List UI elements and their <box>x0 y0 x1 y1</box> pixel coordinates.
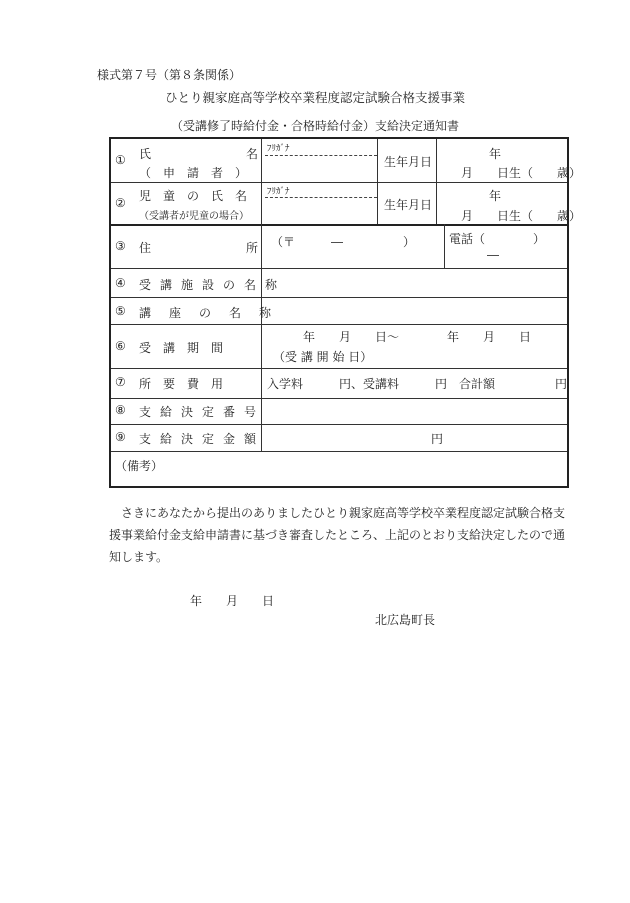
row6-start-date-note: （受 講 開 始 日） <box>273 350 373 364</box>
row9-label-decision-amount: 支給決定金額 <box>139 432 266 446</box>
row2-label-note: （受講者が児童の場合） <box>139 211 249 222</box>
row1-label-name-a: 氏 <box>139 147 152 161</box>
notice-table <box>109 137 582 488</box>
form-number: 様式第７号（第８条関係） <box>97 68 242 82</box>
row1-month-day-age: 月 日生（ 歳） <box>461 166 582 180</box>
row3-postal-code: （〒 ― ） <box>271 235 416 249</box>
row1-year: 年 <box>489 147 502 161</box>
row3-phone-dash: ― <box>487 248 499 262</box>
row2-number: ② <box>115 196 126 210</box>
row2-dob-label: 生年月日 <box>384 198 433 212</box>
issuer-name: 北広島町長 <box>375 613 436 627</box>
row7-label-costs: 所 要 費 用 <box>139 377 224 391</box>
row1-dob-label: 生年月日 <box>384 155 433 169</box>
row3-phone: 電話（ ） <box>449 232 546 246</box>
row3-label-address-a: 住 <box>139 241 152 255</box>
row6-label-period: 受 講 期 間 <box>139 341 224 355</box>
row9-number: ⑨ <box>115 430 126 444</box>
row1-label-applicant: （ 申 請 者 ） <box>139 166 248 180</box>
notice-body-text: さきにあなたから提出のありましたひとり親家庭高等学校卒業程度認定試験合格支援事業給付金支給申請書に基づき審査したところ、上記のとおり支給決定したので通知します。 <box>109 506 566 564</box>
row2-label-child-name: 児 童 の 氏 名 <box>139 189 248 203</box>
row1-label-name-b: 名 <box>246 147 259 161</box>
row1-furigana-label: ﾌﾘｶﾞﾅ <box>267 144 290 154</box>
row2-year: 年 <box>489 189 502 203</box>
issue-date: 年 月 日 <box>190 594 275 608</box>
row7-number: ⑦ <box>115 375 126 389</box>
document-title-line1: ひとり親家庭高等学校卒業程度認定試験合格支援事業 <box>164 90 465 105</box>
row8-number: ⑧ <box>115 403 126 417</box>
row5-label-course-name: 講座の名称 <box>139 306 290 320</box>
row4-label-facility-name: 受講施設の名称 <box>139 278 287 292</box>
remarks-label: （備考） <box>115 459 164 473</box>
document-title-line2: （受講修了時給付金・合格時給付金）支給決定通知書 <box>170 119 459 133</box>
row6-period-range: 年 月 日～ 年 月 日 <box>303 330 532 344</box>
row3-number: ③ <box>115 239 126 253</box>
row5-number: ⑤ <box>115 304 126 318</box>
row2-furigana-label: ﾌﾘｶﾞﾅ <box>267 187 290 197</box>
row4-number: ④ <box>115 276 126 290</box>
row9-yen-unit: 円 <box>431 432 444 446</box>
row3-label-address-b: 所 <box>246 241 259 255</box>
row8-label-decision-number: 支給決定番号 <box>139 405 266 419</box>
row2-month-day-age: 月 日生（ 歳） <box>461 209 582 223</box>
row1-number: ① <box>115 153 126 167</box>
row7-cost-breakdown: 入学料 円、受講料 円 合計額 円 <box>267 377 568 391</box>
row6-number: ⑥ <box>115 339 126 353</box>
